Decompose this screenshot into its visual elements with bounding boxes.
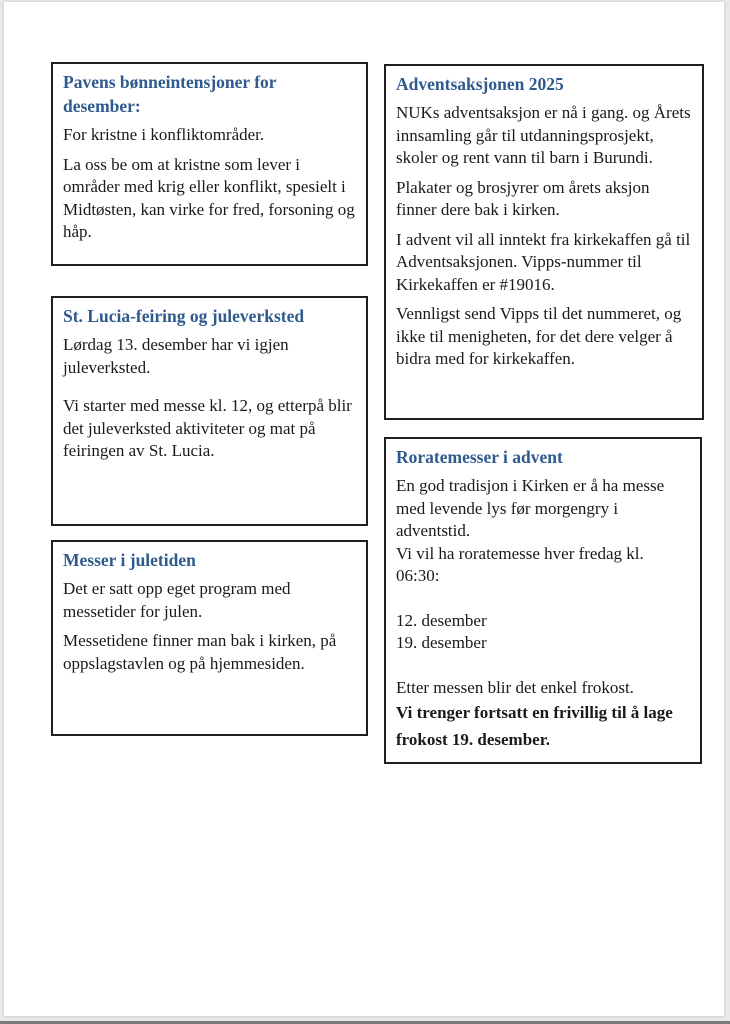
advent-campaign-title: Adventsaksjonen 2025 bbox=[396, 74, 564, 94]
advent-campaign-vipps: I advent vil all inntekt fra kirkekaffen gå til Adventsaksjonen. Vipps-nummer til Kirkekaffen er #19016. bbox=[396, 229, 691, 294]
rorate-volunteer-call: Vi trenger fortsatt en frivillig til å lage frokost 19. desember. bbox=[396, 703, 673, 749]
document-page bbox=[4, 2, 724, 1016]
rorate-schedule: Vi vil ha roratemesse hver fredag kl. 06:30: bbox=[396, 543, 644, 585]
st-lucia-date-text: Lørdag 13. desember har vi igjen juleverksted. bbox=[63, 335, 289, 377]
christmas-masses-box bbox=[51, 540, 368, 736]
pope-intention-text: La oss be om at kristne som lever i områder med krig eller konflikt, spesielt i Midtøsten, kan virke for fred, forsoning og håp. bbox=[63, 154, 355, 241]
rorate-masses-title: Roratemesser i advent bbox=[396, 447, 563, 467]
christmas-masses-program-text: Det er satt opp eget program med messetider for julen. bbox=[63, 579, 291, 621]
advent-campaign-vipps-note: Vennligst send Vipps til det nummeret, og ikke til menigheten, for det dere velger å bidra med for kirkekaffen. bbox=[396, 304, 682, 368]
advent-campaign-intro: NUKs adventsaksjon er nå i gang. og Årets innsamling går til utdanningsprosjekt, skoler og rent vann til barn i Burundi. bbox=[396, 103, 691, 167]
pope-intention-summary: For kristne i konfliktområder. bbox=[63, 125, 265, 144]
st-lucia-box bbox=[51, 296, 368, 526]
st-lucia-title: St. Lucia-feiring og juleverksted bbox=[63, 306, 305, 326]
advent-campaign-posters: Plakater og brosjyrer om årets aksjon finner dere bak i kirken. bbox=[396, 177, 650, 219]
st-lucia-program-text: Vi starter med messe kl. 12, og etterpå blir det juleverksted aktiviteter og mat på feiringen av St. Lucia. bbox=[63, 396, 352, 460]
rorate-date-1: 12. desember bbox=[396, 610, 487, 630]
rorate-breakfast-text: Etter messen blir det enkel frokost. bbox=[396, 677, 634, 697]
rorate-intro: En god tradisjon i Kirken er å ha messe med levende lys før morgengry i adventstid. bbox=[396, 476, 665, 540]
advent-campaign-box bbox=[384, 64, 704, 420]
christmas-masses-location-text: Messetidene finner man bak i kirken, på oppslagstavlen og på hjemmesiden. bbox=[63, 631, 337, 673]
pope-prayer-intentions-title: Pavens bønneintensjoner for desember: bbox=[63, 72, 277, 116]
pope-prayer-intentions-box bbox=[51, 62, 368, 266]
christmas-masses-title: Messer i juletiden bbox=[63, 550, 196, 570]
rorate-masses-box bbox=[384, 437, 702, 764]
rorate-date-2: 19. desember bbox=[396, 633, 487, 652]
